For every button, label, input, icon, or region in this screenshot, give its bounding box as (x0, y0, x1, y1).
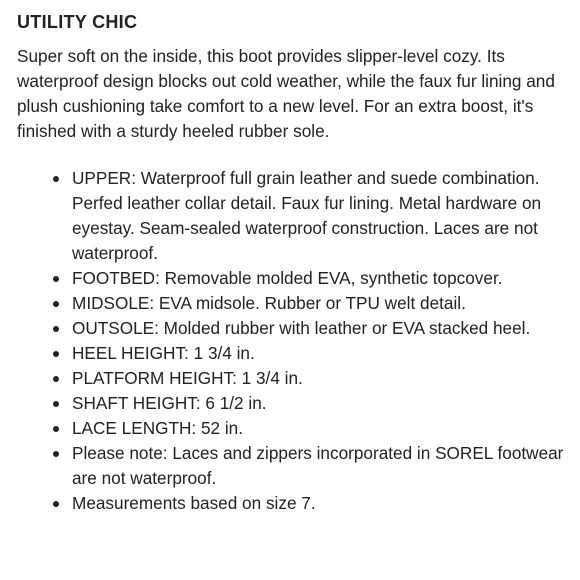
spec-text: UPPER: Waterproof full grain leather and suede combination. Perfed leather collar detail. Faux fur lining. Metal hardware on eyestay. Seam-sealed waterproof construction. Laces are not waterproof. (72, 168, 542, 263)
spec-item-shaft-height (72, 391, 566, 416)
bullet-icon (53, 426, 59, 432)
spec-text: SHAFT HEIGHT: 6 1/2 in. (72, 393, 267, 413)
bullet-icon (53, 276, 59, 282)
spec-item-footbed (72, 266, 566, 291)
spec-text: MIDSOLE: EVA midsole. Rubber or TPU welt detail. (72, 293, 466, 313)
bullet-icon (53, 376, 59, 382)
spec-item-waterproof-note (72, 441, 566, 491)
spec-text: Measurements based on size 7. (72, 493, 316, 513)
bullet-icon (53, 401, 59, 407)
spec-item-upper (72, 166, 566, 266)
spec-list (17, 166, 566, 516)
spec-item-measurements (72, 491, 566, 516)
product-description: Super soft on the inside, this boot provides slipper-level cozy. Its waterproof design blocks out cold weather, while the faux fur lining and plush cushioning take comfort to a new level. For an extra boost, it's finished with a sturdy heeled rubber sole. (17, 46, 555, 141)
spec-item-outsole (72, 316, 566, 341)
section-title: UTILITY CHIC (17, 12, 138, 32)
spec-item-heel-height (72, 341, 566, 366)
spec-text: Please note: Laces and zippers incorporated in SOREL footwear are not waterproof. (72, 443, 564, 488)
bullet-icon (53, 326, 59, 332)
bullet-icon (53, 351, 59, 357)
spec-text: FOOTBED: Removable molded EVA, synthetic topcover. (72, 268, 503, 288)
spec-item-lace-length (72, 416, 566, 441)
bullet-icon (53, 451, 59, 457)
bullet-icon (53, 501, 59, 507)
spec-item-platform-height (72, 366, 566, 391)
bullet-icon (53, 176, 59, 182)
spec-text: PLATFORM HEIGHT: 1 3/4 in. (72, 368, 303, 388)
spec-text: LACE LENGTH: 52 in. (72, 418, 243, 438)
spec-text: HEEL HEIGHT: 1 3/4 in. (72, 343, 255, 363)
bullet-icon (53, 301, 59, 307)
spec-item-midsole (72, 291, 566, 316)
spec-text: OUTSOLE: Molded rubber with leather or EVA stacked heel. (72, 318, 531, 338)
